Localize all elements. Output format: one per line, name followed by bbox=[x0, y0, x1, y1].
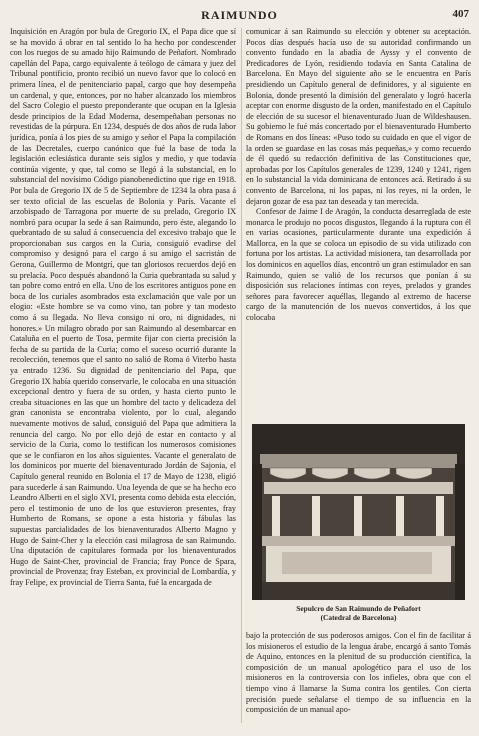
page-title: RAIMUNDO bbox=[201, 7, 278, 22]
paragraph: Confesor de Jaime I de Aragón, la conducta desarreglada de este monarca le produjo no pocos disgustos, llegando á la ruptura con él en varias ocasiones, particularmente durante una expedición á Mallorca, en la que se coloca un episodio de su vida utilizado con fortuna por los artistas. La actividad misionera, tan desarrollada por los dominicos en aquellos días, encontró un gran estimulador en san Raimundo, quien se valió de los recursos que ponían á su disposición sus relaciones íntimas con reyes, prelados y grandes señores para favorecer aquéllas, llegando al extremo de hacerse cargo de la manutención de los nuevos convertidos, á los que colocaba bbox=[246, 207, 471, 323]
paragraph: comunicar á san Raimundo su elección y obtener su aceptación. Pocos días después hacía uso de su autoridad confirmando un convento fundado en la abadía de Ayssy y el convento de Predicadores de Lyón, residiendo todavía en Santa Catalina de Barcelona. En Mayo del siguiente año se le encuentra en París presidiendo un Capítulo general de definidores, y al siguiente en Bolonia, donde presentó la dimisión del generalato y logró hacerla aceptar con enorme disgusto de la orden, manifestado en el Capítulo de elección de su sucesor el bienaventurado Juan de Wildeshausen. Su gobierno le fué más concertado por el bienaventurado Humberto de Romans en dos líneas: «Puso todo su cuidado en que el vigor de la orden se guardase en las cosas más pequeñas,» y como recuerdo de él quedó su redacción definitiva de las Constituciones que, aprobadas por los Capítulos generales de 1239, 1240 y 1241, rigen en lo substancial la vida dominicana de entonces acá. Retirado á su convento de Barcelona, ni los papas, ni los reyes, ni la orden, le dejaron gozar de esa paz tan deseada y tan merecida. bbox=[246, 27, 471, 206]
right-column-top bbox=[246, 27, 471, 419]
caption-title: Sepulcro de San Raimundo de Peñafort bbox=[296, 604, 421, 613]
tomb-illustration bbox=[252, 424, 465, 600]
running-header bbox=[10, 6, 469, 24]
paragraph: Inquisición en Aragón por bula de Gregorio IX, el Papa dice que sí se ha movido á obrar en tal sentido lo ha hecho por condescender con los ruegos de su amado hijo Raimundo de Peñafort. Nombrado capellán del Papa, cargo equivalente á teólogo de cámara y juez del Tribunal pontificio, pronto recibió un nuevo favor que lo colocó en primera línea, el de penitenciario papal, cargo que hoy desempeña un cardenal, y que, entonces, por no haber alcanzado los miembros del Sacro Colegio el puesto preponderante que ocupan en la Iglesia desde principios de la Edad Moderna, desempeñaban personas no revestidas de la púrpura. En 1234, después de dos años de ruda labor jurídica, ponía á los pies de su amigo y señor el Papa la compilación de las Decretales, cuerpo canónico que fué la base de toda la legislación eclesiástica durante seis siglos y medio, y que todavía continúa vigente, y que, tal como se llegó á la substancial, en lo substancial del novísimo Código pianobenedictino que rige en 1918. Por bula de Gregorio IX de 5 de Septiembre de 1234 la obra pasa á ser texto oficial de las escuelas de Bolonia y París. Vacante el arzobispado de Tarragona por muerte de su prelado, Gregorio IX nombró para ocupar la sede á san Raimundo, pero éste, alegando lo quebrantado de su salud á consecuencia del excesivo trabajo que le proporcionaban sus cargos en la Curia, consiguió evadirse del compromiso y designó para el cargo á su amigo el sacristán de Gerona, Guillermo de Montgrí, que tan gloriosos recuerdos dejó en su prelacía. Poco después abandonó la Curia quebrantada su salud y tan pobre como entró en ella. Uno de los escritores antiguos pone en boca de los curiales asombrados esta exclamación que vale por un elogio: «Este hombre se va como vino, tan pobre y tan modesto como á su llegada. No lleva consigo ni oro, ni dignidades, ni honores.» Un milagro obrado por san Raimundo al desembarcar en Cataluña en el puerto de Tosa, permite fijar con cierta precisión la fecha de su partida de la Curia; como el suceso ocurrió durante la recolección, tenemos que el santo no salió de Roma ó Viterbo hasta ya entrado 1236. Su dignidad de penitenciario del Papa, que Gregorio IX había querido conservarle, le colocaba en una situación excepcional dentro y fuera de su orden, y hasta cierto punto le creaba situaciones en las que un hombre del tacto y delicadeza del gran canonista se encontraba violento, por lo cual, alegando nuevamente motivos de salud, consiguió del Papa que admitiera la renuncia del cargo. No por ello dejó de estar en contacto y al servicio de la Curia, como lo testifican los numerosos comisiones que se le confiaron en los años siguientes. Vacante el generalato de los dominicos por muerte del bienaventurado Jordán de Sajonia, el Capítulo general reunido en Bolonia el 17 de Mayo de 1238, eligió para sucederle á san Raimundo. Una leyenda de que se ha hecho eco Leandro Alberti en el siglo XVI, presenta como debida esta elección, pero el testimonio de uno de los que estuvieron presentes, fray Humberto de Romans, se opone a esta historia y fábulas las supuestas parcialidades de los bienaventurados Alberto Magno y Hugo de Saint-Cher y la elección casi milagrosa de san Raimundo. Una diputación de capitulares formada por los bienaventurados Hugo de Saint-Cher, provincial de Francia; fray Ponce de Spara, provincial de Provenza; fray Esteban, ex provincial de Lombardía, y fray Felipe, ex provincial de Tierra Santa, fué la encargada de bbox=[10, 27, 236, 587]
page-number: 407 bbox=[452, 8, 469, 20]
caption-subtitle: (Catedral de Barcelona) bbox=[320, 613, 397, 622]
right-column-bottom bbox=[246, 631, 471, 723]
tomb-image bbox=[252, 424, 465, 600]
figure-caption bbox=[246, 604, 471, 622]
paragraph: bajo la protección de sus poderosos amigos. Con el fin de facilitar á los misioneros el estudio de la lengua árabe, encargó á santo Tomás de Aquino, entonces en la plenitud de su producción científica, la composición de un manual apologético para el uso de los misioneros en la controversia con los infieles, obra que con el tiempo vino á llamarse la Suma contra los gentiles. Con cierta precisión puede señalarse el tiempo de su influencia en la composición de un manual apo- bbox=[246, 631, 471, 715]
column-divider bbox=[241, 28, 242, 723]
left-column bbox=[10, 27, 236, 722]
